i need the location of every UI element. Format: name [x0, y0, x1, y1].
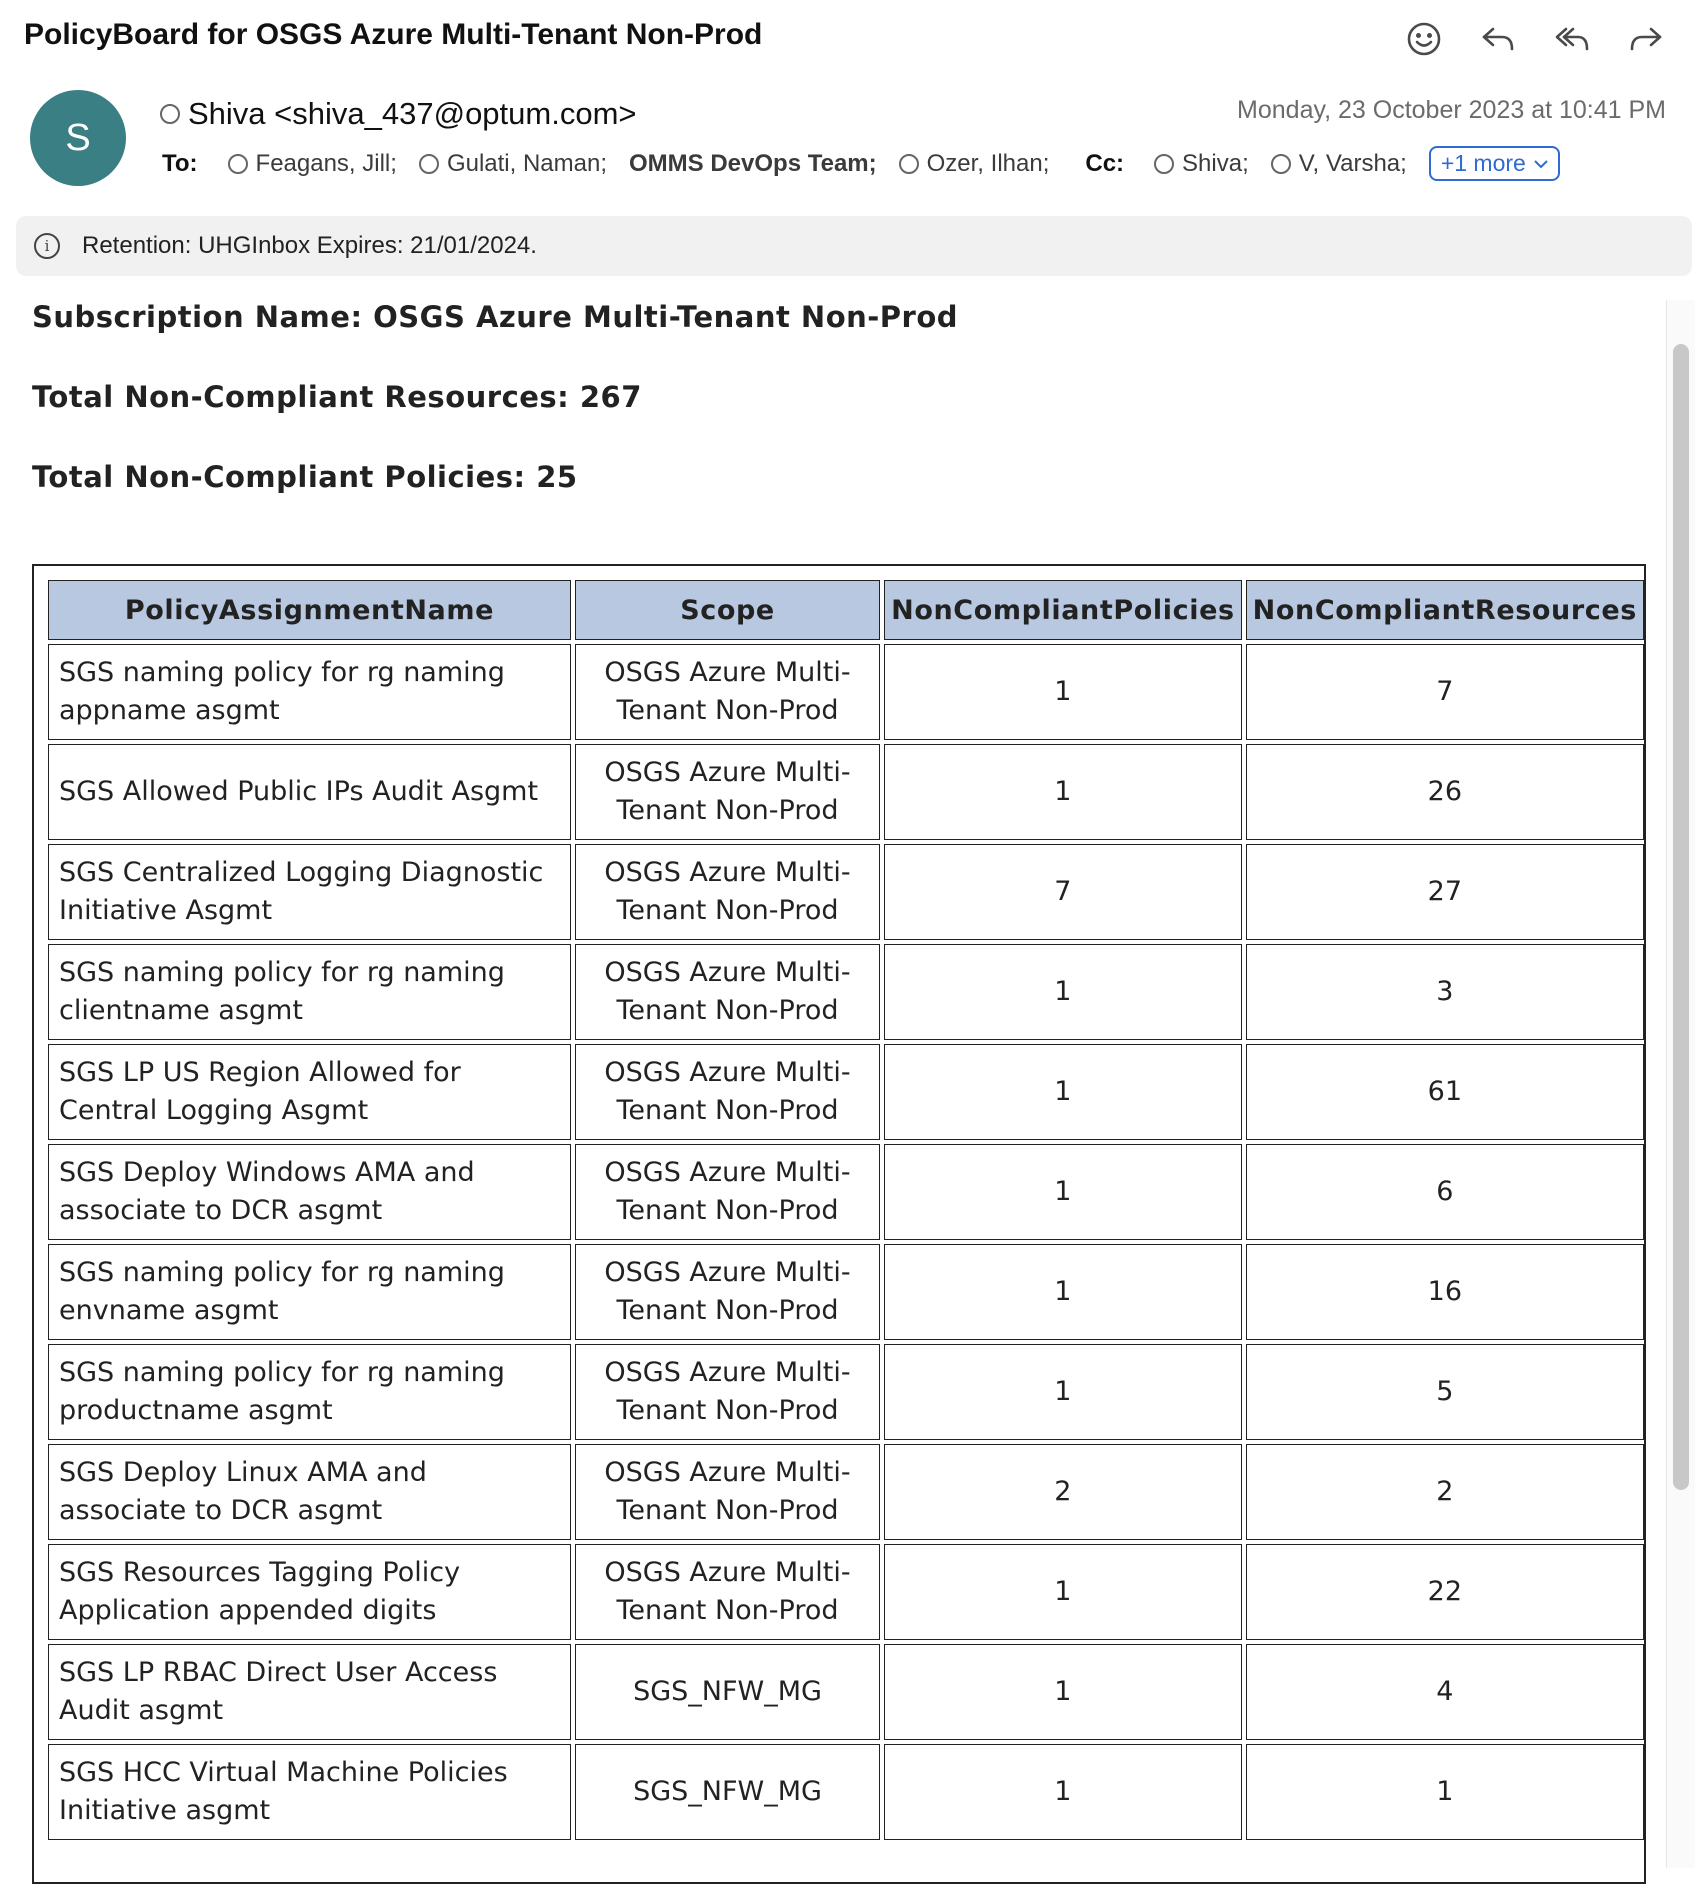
policy-name-cell: SGS naming policy for rg naming productname asgmt	[48, 1344, 571, 1440]
policy-name-cell: SGS Centralized Logging Diagnostic Initiative Asgmt	[48, 844, 571, 940]
policies-cell: 7	[884, 844, 1242, 940]
recipient[interactable]	[1271, 150, 1407, 178]
to-label: To:	[162, 149, 198, 177]
table-row	[48, 844, 1644, 940]
email-subject: PolicyBoard for OSGS Azure Multi-Tenant Non-Prod	[24, 18, 763, 51]
table-row	[48, 944, 1644, 1040]
recipient[interactable]	[899, 150, 1050, 178]
presence-icon	[228, 154, 248, 174]
presence-icon	[1154, 154, 1174, 174]
policy-name-cell: SGS naming policy for rg naming envname asgmt	[48, 1244, 571, 1340]
policy-name-cell: SGS Deploy Linux AMA and associate to DCR asgmt	[48, 1444, 571, 1540]
retention-text: Retention: UHGInbox Expires: 21/01/2024.	[82, 232, 537, 259]
resources-cell: 16	[1246, 1244, 1644, 1340]
recipient-name: OMMS DevOps Team;	[629, 149, 877, 177]
resources-cell: 4	[1246, 1644, 1644, 1740]
scope-cell: OSGS Azure Multi-Tenant Non-Prod	[575, 1144, 880, 1240]
recipients-row	[162, 146, 1560, 181]
policies-cell: 1	[884, 1344, 1242, 1440]
reply-icon	[1478, 19, 1518, 59]
policies-cell: 1	[884, 744, 1242, 840]
forward-icon	[1626, 19, 1666, 59]
resources-cell: 7	[1246, 644, 1644, 740]
smiley-icon	[1404, 19, 1444, 59]
recipient-name: V, Varsha;	[1298, 149, 1407, 177]
report-table-frame	[32, 564, 1646, 1884]
policies-cell: 1	[884, 644, 1242, 740]
resources-cell: 1	[1246, 1744, 1644, 1840]
table-row	[48, 1144, 1644, 1240]
recipient-group[interactable]	[629, 150, 877, 178]
table-row	[48, 1044, 1644, 1140]
table-row	[48, 1744, 1644, 1840]
resources-cell: 22	[1246, 1544, 1644, 1640]
message-actions	[1400, 18, 1670, 60]
scope-cell: OSGS Azure Multi-Tenant Non-Prod	[575, 1544, 880, 1640]
policy-name-cell: SGS naming policy for rg naming clientname asgmt	[48, 944, 571, 1040]
resources-cell: 27	[1246, 844, 1644, 940]
resources-cell: 26	[1246, 744, 1644, 840]
total-resources: Total Non-Compliant Resources: 267	[32, 380, 642, 414]
recipient-name: Ozer, Ilhan;	[926, 149, 1050, 177]
policies-cell: 1	[884, 1244, 1242, 1340]
scope-cell: OSGS Azure Multi-Tenant Non-Prod	[575, 1044, 880, 1140]
policies-cell: 2	[884, 1444, 1242, 1540]
table-row	[48, 1244, 1644, 1340]
forward-button[interactable]	[1622, 18, 1670, 60]
policies-cell: 1	[884, 1544, 1242, 1640]
table-row	[48, 1544, 1644, 1640]
column-header: NonCompliantPolicies	[884, 580, 1242, 640]
sender[interactable]	[160, 96, 637, 132]
reply-button[interactable]	[1474, 18, 1522, 60]
scope-cell: OSGS Azure Multi-Tenant Non-Prod	[575, 1344, 880, 1440]
avatar[interactable]: S	[30, 90, 126, 186]
retention-banner	[16, 216, 1692, 276]
scope-cell: OSGS Azure Multi-Tenant Non-Prod	[575, 944, 880, 1040]
table-row	[48, 1444, 1644, 1540]
policies-cell: 1	[884, 1044, 1242, 1140]
more-recipients-label: +1 more	[1440, 150, 1526, 176]
info-icon: i	[34, 233, 60, 259]
policy-name-cell: SGS LP US Region Allowed for Central Logging Asgmt	[48, 1044, 571, 1140]
message-body	[32, 300, 1652, 540]
reply-all-button[interactable]	[1548, 18, 1596, 60]
policy-name-cell: SGS Allowed Public IPs Audit Asgmt	[48, 744, 571, 840]
scope-cell: OSGS Azure Multi-Tenant Non-Prod	[575, 644, 880, 740]
scope-cell: SGS_NFW_MG	[575, 1644, 880, 1740]
scrollbar[interactable]	[1666, 300, 1695, 1868]
scrollbar-thumb[interactable]	[1673, 344, 1689, 1490]
presence-icon	[419, 154, 439, 174]
policy-name-cell: SGS Resources Tagging Policy Application appended digits	[48, 1544, 571, 1640]
policy-name-cell: SGS Deploy Windows AMA and associate to DCR asgmt	[48, 1144, 571, 1240]
presence-icon	[160, 104, 180, 124]
scope-cell: OSGS Azure Multi-Tenant Non-Prod	[575, 744, 880, 840]
table-row	[48, 1344, 1644, 1440]
policy-name-cell: SGS LP RBAC Direct User Access Audit asgmt	[48, 1644, 571, 1740]
policies-cell: 1	[884, 944, 1242, 1040]
reply-all-icon	[1552, 19, 1592, 59]
recipient-name: Feagans, Jill;	[255, 149, 397, 177]
resources-cell: 6	[1246, 1144, 1644, 1240]
scope-cell: OSGS Azure Multi-Tenant Non-Prod	[575, 844, 880, 940]
more-recipients-button[interactable]	[1429, 146, 1560, 181]
recipient-name: Shiva;	[1182, 149, 1249, 177]
presence-icon	[899, 154, 919, 174]
column-header: NonCompliantResources	[1246, 580, 1644, 640]
policy-name-cell: SGS naming policy for rg naming appname asgmt	[48, 644, 571, 740]
total-policies: Total Non-Compliant Policies: 25	[32, 460, 578, 494]
policy-table	[44, 576, 1648, 1844]
react-button[interactable]	[1400, 18, 1448, 60]
sent-date: Monday, 23 October 2023 at 10:41 PM	[1237, 96, 1666, 124]
table-row	[48, 744, 1644, 840]
policy-name-cell: SGS HCC Virtual Machine Policies Initiative asgmt	[48, 1744, 571, 1840]
resources-cell: 2	[1246, 1444, 1644, 1540]
cc-label: Cc:	[1085, 149, 1125, 177]
recipient[interactable]	[1154, 150, 1249, 178]
resources-cell: 61	[1246, 1044, 1644, 1140]
chevron-down-icon	[1534, 159, 1548, 169]
policies-cell: 1	[884, 1744, 1242, 1840]
policies-cell: 1	[884, 1644, 1242, 1740]
policies-cell: 1	[884, 1144, 1242, 1240]
scope-cell: OSGS Azure Multi-Tenant Non-Prod	[575, 1444, 880, 1540]
sender-name[interactable]: Shiva <shiva_437@optum.com>	[188, 96, 637, 131]
recipient[interactable]	[228, 150, 397, 178]
presence-icon	[1271, 154, 1291, 174]
resources-cell: 3	[1246, 944, 1644, 1040]
recipient[interactable]	[419, 150, 607, 178]
table-header-row	[48, 580, 1644, 640]
table-row	[48, 1644, 1644, 1740]
subscription-name: Subscription Name: OSGS Azure Multi-Tenant Non-Prod	[32, 300, 959, 334]
scope-cell: SGS_NFW_MG	[575, 1744, 880, 1840]
column-header: PolicyAssignmentName	[48, 580, 571, 640]
column-header: Scope	[575, 580, 880, 640]
resources-cell: 5	[1246, 1344, 1644, 1440]
scope-cell: OSGS Azure Multi-Tenant Non-Prod	[575, 1244, 880, 1340]
recipient-name: Gulati, Naman;	[446, 149, 608, 177]
table-row	[48, 644, 1644, 740]
